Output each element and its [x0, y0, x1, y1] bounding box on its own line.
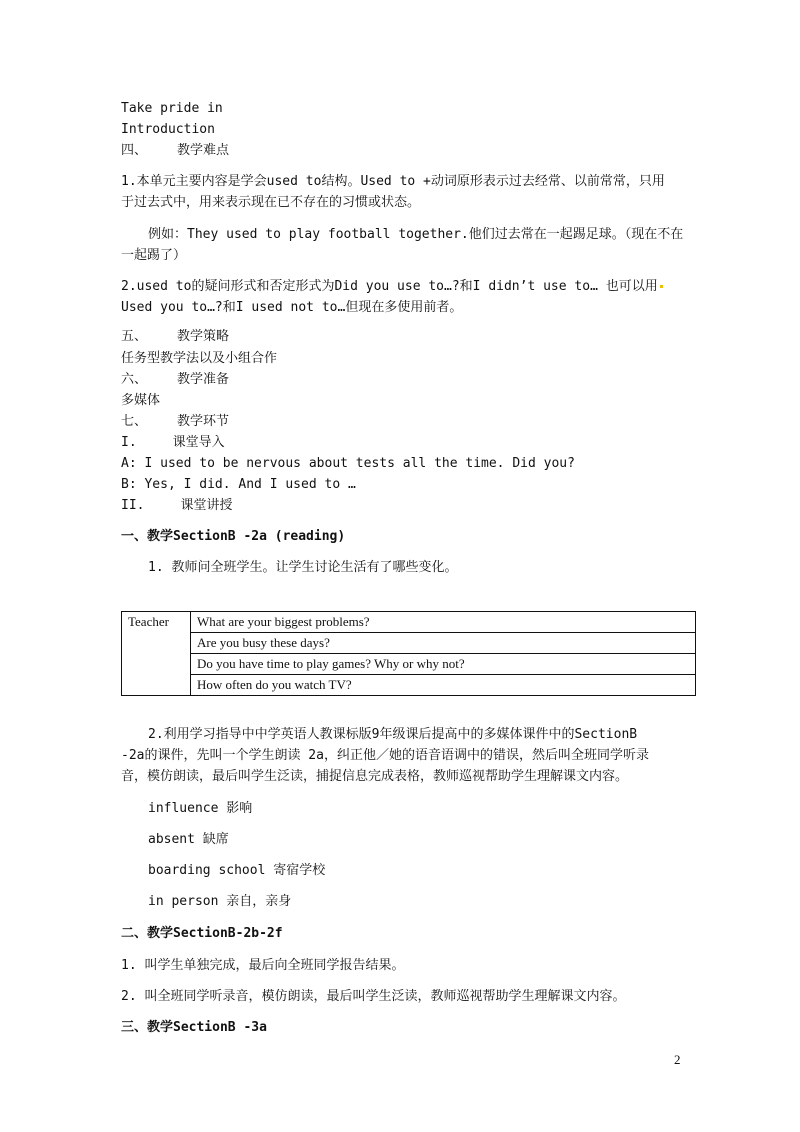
paragraph-line: 2.利用学习指导中中学英语人教课标版9年级课后提高中的多媒体课件中的SectionB [148, 727, 638, 742]
page-number: 2 [674, 1052, 681, 1067]
text-line: 任务型教学法以及小组合作 [121, 351, 278, 366]
paragraph-line: 1.本单元主要内容是学会used to结构。Used to +动词原形表示过去经常、以前常常，只用 [121, 174, 665, 189]
example-line: 一起踢了） [121, 248, 187, 263]
vocab-item: boarding school 寄宿学校 [148, 863, 326, 878]
section-heading-6: 六、 教学准备 [121, 372, 230, 387]
marker-dot [660, 285, 663, 288]
text-line: 多媒体 [121, 393, 161, 408]
question-cell: Are you busy these days? [191, 633, 696, 654]
section-heading-5: 五、 教学策略 [121, 329, 230, 344]
paragraph-line: -2a的课件，先叫一个学生朗读 2a，纠正他／她的语音语调中的错误，然后叫全班同学听录 [121, 748, 649, 763]
dialogue-line-a: A: I used to be nervous about tests all the time. Did you? [121, 456, 575, 471]
roman-heading-2: II. 课堂讲授 [121, 498, 233, 513]
vocab-item: absent 缺席 [148, 832, 229, 847]
step-line: 2. 叫全班同学听录音，模仿朗读，最后叫学生泛读，教师巡视帮助学生理解课文内容。 [121, 989, 626, 1004]
section-heading-7: 七、 教学环节 [121, 414, 230, 429]
paragraph-line: Used you to…?和I used not to…但现在多使用前者。 [121, 300, 463, 315]
dialogue-line-b: B: Yes, I did. And I used to … [121, 477, 356, 492]
vocab-item: influence 影响 [148, 801, 253, 816]
section-title-3: 三、教学SectionB -3a [121, 1020, 267, 1035]
section-title-1: 一、教学SectionB -2a (reading) [121, 529, 346, 544]
role-cell: Teacher [122, 612, 191, 696]
paragraph-line: 音，模仿朗读，最后叫学生泛读，捕捉信息完成表格，教师巡视帮助学生理解课文内容。 [121, 769, 629, 784]
question-cell: Do you have time to play games? Why or why not? [191, 654, 696, 675]
step-line: 1. 教师问全班学生。让学生讨论生活有了哪些变化。 [148, 560, 458, 575]
paragraph-line: 于过去式中，用来表示现在已不存在的习惯或状态。 [121, 195, 421, 210]
vocab-item: in person 亲自，亲身 [148, 894, 292, 909]
example-line: 例如：They used to play football together.他们过去常在一起踢足球。（现在不在 [148, 227, 684, 242]
paragraph-line: 2.used to的疑问形式和否定形式为Did you use to…?和I didn’t use to… 也可以用 [121, 278, 663, 296]
question-cell: How often do you watch TV? [191, 675, 696, 696]
text-line: Take pride in [121, 101, 223, 116]
question-cell: What are your biggest problems? [191, 612, 696, 633]
roman-heading-1: I. 课堂导入 [121, 435, 225, 450]
section-title-2: 二、教学SectionB-2b-2f [121, 926, 283, 941]
text-line: Introduction [121, 122, 215, 137]
questions-table [121, 611, 696, 696]
section-heading-4: 四、 教学难点 [121, 143, 230, 158]
step-line: 1. 叫学生单独完成，最后向全班同学报告结果。 [121, 958, 405, 973]
